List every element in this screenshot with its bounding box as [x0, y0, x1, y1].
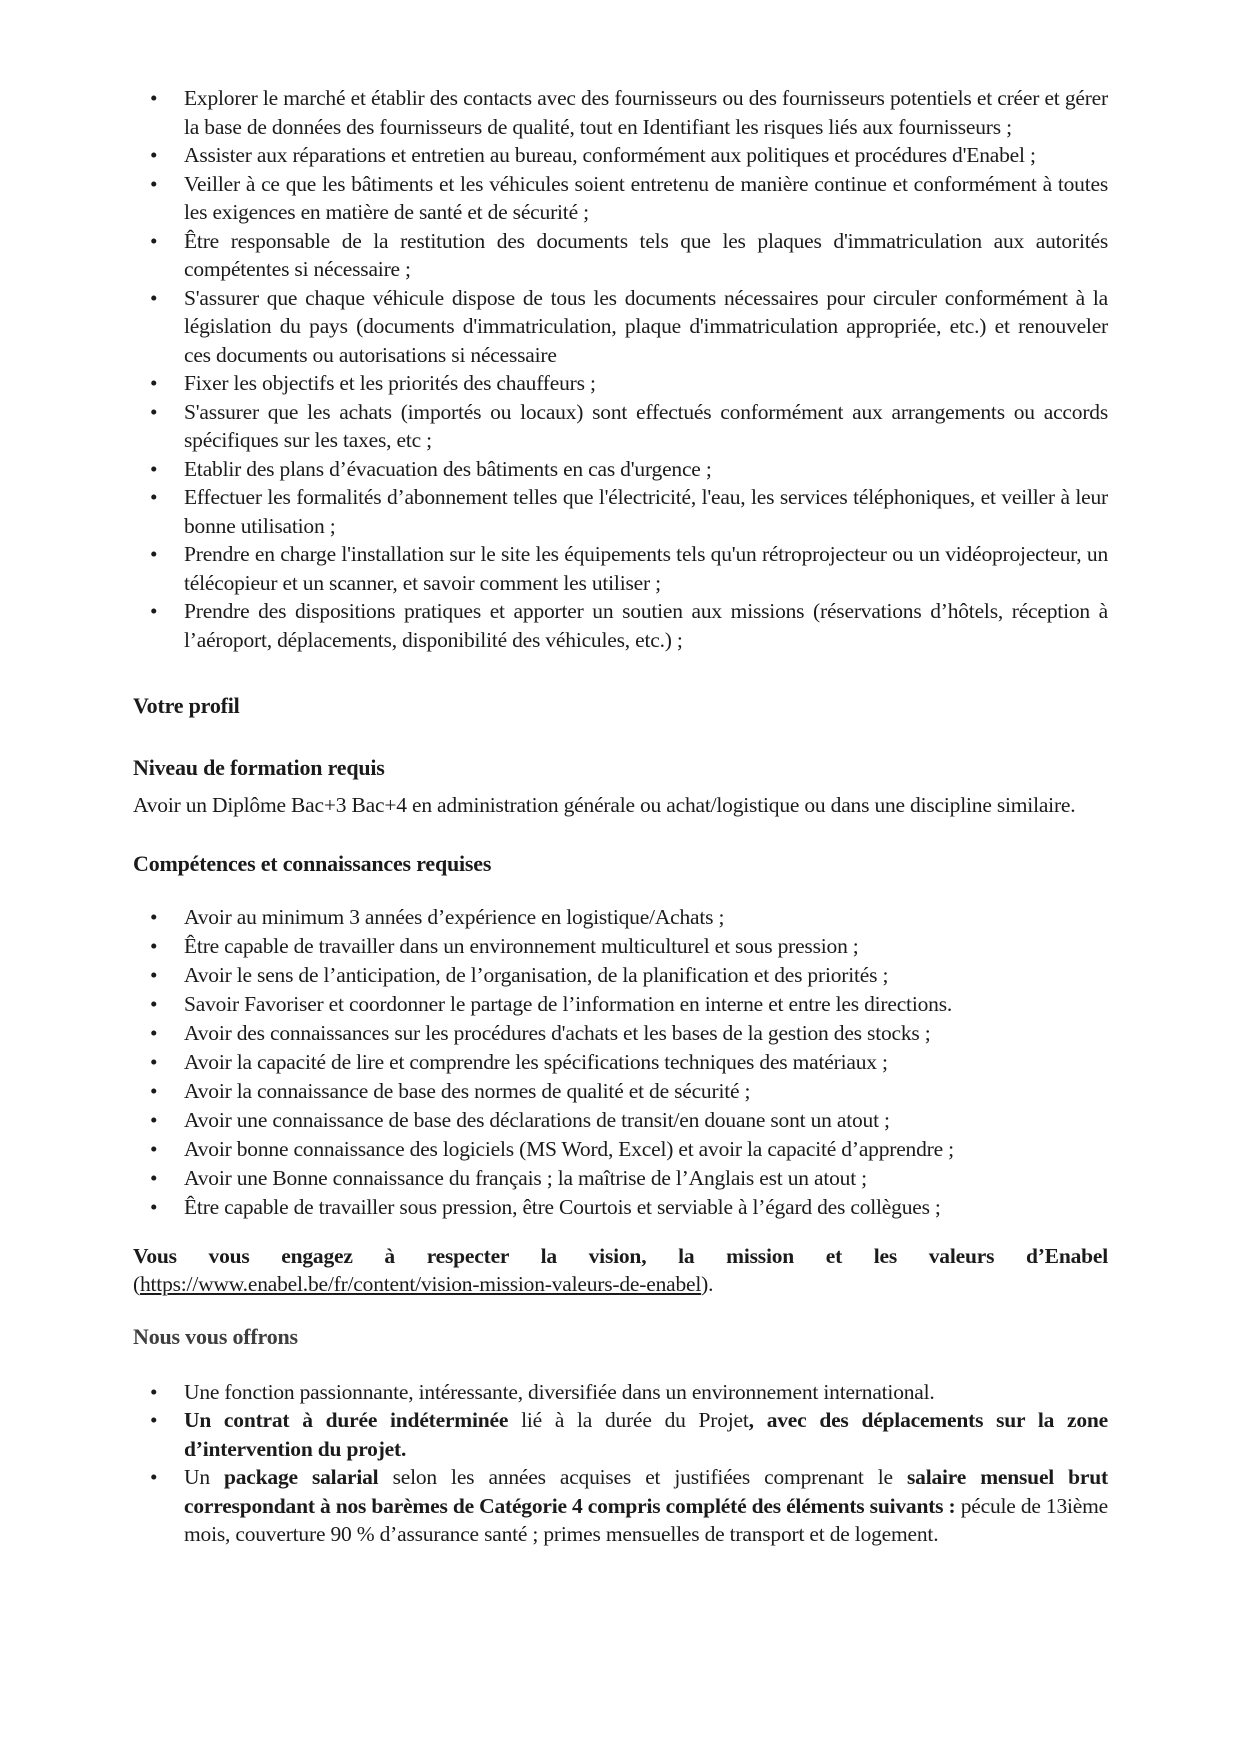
bullet-text: Prendre en charge l'installation sur le site les équipements tels qu'un rétroprojecteur ou un vidéoprojecteur, un télécopieur et un scanner, et savoir comment les utiliser ; — [184, 542, 1108, 595]
bullet-text: Avoir au minimum 3 années d’expérience en logistique/Achats ; — [184, 904, 725, 929]
bullet-text: Effectuer les formalités d’abonnement telles que l'électricité, l'eau, les services téléphoniques, et veiller à leur bonne utilisation ; — [184, 485, 1108, 538]
bullet-item — [133, 141, 1108, 170]
bullet-icon: • — [150, 904, 158, 929]
bullet-text: Avoir une Bonne connaissance du français ; la maîtrise de l’Anglais est un atout ; — [184, 1165, 867, 1190]
paren-open: ( — [133, 1272, 140, 1296]
bullet-icon: • — [150, 542, 158, 566]
bullet-item — [133, 597, 1108, 654]
bullet-item — [133, 1164, 1108, 1193]
bullet-icon: • — [150, 399, 158, 424]
bullet-text: Un — [184, 1465, 224, 1489]
bullet-text: Une fonction passionnante, intéressante, diversifiée dans un environnement international. — [184, 1379, 935, 1404]
bullet-icon: • — [150, 1078, 158, 1103]
bullet-item — [133, 284, 1108, 370]
bullet-icon: • — [150, 1194, 158, 1219]
bullet-item — [133, 540, 1108, 597]
bullet-icon: • — [150, 456, 158, 481]
bullet-item — [133, 1406, 1108, 1463]
bullet-text: S'assurer que chaque véhicule dispose de tous les documents nécessaires pour circuler conformément à la législation du pays (documents d'immatriculation, plaque d'immatriculation appropriée, etc.) et renouveler ces documents ou autorisations si nécessaire — [184, 285, 1108, 367]
responsibilities-list — [133, 84, 1108, 654]
offer-heading: Nous vous offrons — [133, 1323, 298, 1349]
bullet-item — [133, 961, 1108, 990]
bullet-text: Assister aux réparations et entretien au bureau, conformément aux politiques et procédures d'Enabel ; — [184, 143, 1036, 167]
bullet-text: Avoir le sens de l’anticipation, de l’organisation, de la planification et des priorités ; — [184, 962, 889, 987]
bullet-icon: • — [150, 228, 158, 253]
commitment-paragraph — [133, 1242, 1108, 1299]
education-paragraph: Avoir un Diplôme Bac+3 Bac+4 en administration générale ou achat/logistique ou dans une discipline similaire. — [133, 793, 1076, 817]
bullet-icon: • — [150, 1136, 158, 1161]
bullet-icon: • — [150, 171, 158, 196]
bullet-icon: • — [150, 143, 158, 167]
bullet-icon: • — [150, 599, 158, 623]
bullet-text: Avoir bonne connaissance des logiciels (MS Word, Excel) et avoir la capacité d’apprendre ; — [184, 1136, 954, 1161]
bullet-text: S'assurer que les achats (importés ou locaux) sont effectués conformément aux arrangements ou accords spécifiques sur les taxes, etc ; — [184, 399, 1108, 452]
bullet-item — [133, 1106, 1108, 1135]
bullet-item — [133, 1019, 1108, 1048]
bullet-item — [133, 1463, 1108, 1549]
bullet-text: lié à la durée du Projet — [508, 1408, 749, 1432]
bullet-text: Avoir une connaissance de base des déclarations de transit/en douane sont un atout ; — [184, 1107, 890, 1132]
bullet-text-bold: salaire mensuel brut correspondant à nos barèmes de Catégorie 4 compris complété des éléments suivants : — [184, 1465, 1108, 1518]
bullet-text: Savoir Favoriser et coordonner le partage de l’information en interne et entre les directions. — [184, 991, 953, 1016]
bullet-item — [133, 170, 1108, 227]
bullet-icon: • — [150, 1379, 158, 1404]
bullet-text-bold: Un contrat à durée indéterminée — [184, 1408, 509, 1432]
bullet-text: Explorer le marché et établir des contacts avec des fournisseurs ou des fournisseurs potentiels et créer et gérer la base de données des fournisseurs de qualité, tout en Identifiant les risques liés aux fournisseurs ; — [184, 86, 1108, 139]
bullet-item — [133, 455, 1108, 484]
bullet-text-bold: , avec des déplacements sur la zone d’intervention du projet. — [184, 1408, 1108, 1461]
bullet-icon: • — [150, 1165, 158, 1190]
bullet-text-bold: package salarial — [224, 1465, 379, 1489]
bullet-text: Être capable de travailler sous pression, être Courtois et serviable à l’égard des collègues ; — [184, 1194, 941, 1219]
bullet-item — [133, 369, 1108, 398]
bullet-icon: • — [150, 1049, 158, 1074]
bullet-icon: • — [150, 485, 158, 509]
skills-heading: Compétences et connaissances requises — [133, 850, 492, 876]
bullet-icon: • — [150, 285, 158, 310]
commitment-bold-text: Vous vous engagez à respecter la vision, la mission et les valeurs d’Enabel — [133, 1243, 1108, 1268]
bullet-text: Etablir des plans d’évacuation des bâtiments en cas d'urgence ; — [184, 456, 712, 481]
bullet-item — [133, 932, 1108, 961]
bullet-text: pécule de 13ième mois, couverture 90 % d’assurance santé ; primes mensuelles de transport et de logement. — [184, 1493, 1108, 1546]
bullet-text: Avoir la connaissance de base des normes de qualité et de sécurité ; — [184, 1078, 751, 1103]
bullet-text: Veiller à ce que les bâtiments et les véhicules soient entretenu de manière continue et conformément à toutes les exigences en matière de santé et de sécurité ; — [184, 171, 1108, 224]
bullet-icon: • — [150, 962, 158, 987]
bullet-icon: • — [150, 933, 158, 958]
bullet-item — [133, 84, 1108, 141]
bullet-icon: • — [150, 1020, 158, 1045]
bullet-item — [133, 990, 1108, 1019]
bullet-icon: • — [150, 991, 158, 1016]
bullet-icon: • — [150, 1465, 158, 1489]
bullet-text: Fixer les objectifs et les priorités des chauffeurs ; — [184, 371, 596, 395]
education-heading: Niveau de formation requis — [133, 755, 385, 780]
bullet-item — [133, 1193, 1108, 1222]
paren-close: ). — [701, 1272, 714, 1296]
vision-mission-link[interactable]: https://www.enabel.be/fr/content/vision-mission-valeurs-de-enabel — [139, 1272, 702, 1296]
bullet-item — [133, 227, 1108, 284]
bullet-text: Avoir des connaissances sur les procédures d'achats et les bases de la gestion des stocks ; — [184, 1020, 931, 1045]
offer-list — [133, 1378, 1108, 1549]
bullet-icon: • — [150, 1408, 158, 1432]
bullet-text: selon les années acquises et justifiées comprenant le — [378, 1465, 907, 1489]
bullet-text: Avoir la capacité de lire et comprendre les spécifications techniques des matériaux ; — [184, 1049, 888, 1074]
bullet-item — [133, 1135, 1108, 1164]
skills-list — [133, 903, 1108, 1222]
bullet-icon: • — [150, 371, 158, 395]
bullet-item — [133, 1048, 1108, 1077]
profile-heading: Votre profil — [133, 693, 240, 718]
bullet-item — [133, 483, 1108, 540]
bullet-item — [133, 1378, 1108, 1407]
bullet-text: Être capable de travailler dans un environnement multiculturel et sous pression ; — [184, 933, 859, 958]
bullet-text: Prendre des dispositions pratiques et apporter un soutien aux missions (réservations d’hôtels, réception à l’aéroport, déplacements, disponibilité des véhicules, etc.) ; — [184, 599, 1108, 652]
bullet-item — [133, 1077, 1108, 1106]
bullet-icon: • — [150, 86, 158, 110]
bullet-icon: • — [150, 1107, 158, 1132]
bullet-item — [133, 398, 1108, 455]
bullet-item — [133, 903, 1108, 932]
bullet-text: Être responsable de la restitution des documents tels que les plaques d'immatriculation aux autorités compétentes si nécessaire ; — [184, 228, 1108, 281]
